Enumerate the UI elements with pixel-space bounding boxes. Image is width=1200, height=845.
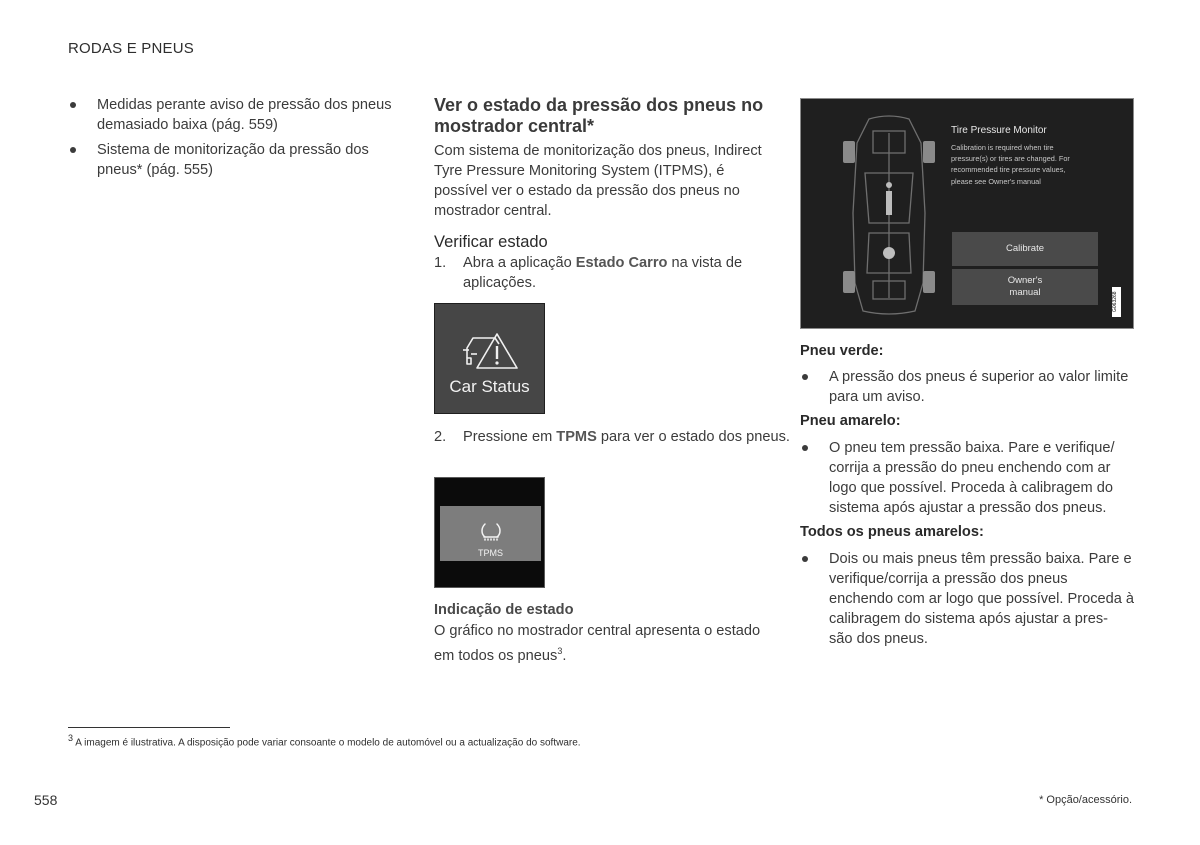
car-warning-icon — [461, 328, 521, 372]
car-status-label: Car Status — [449, 377, 530, 396]
step-keyword: TPMS — [556, 429, 597, 445]
car-status-tile[interactable] — [434, 303, 545, 414]
yellow-tire-heading: Pneu amarelo: — [800, 413, 901, 429]
section-heading: Ver o estado da pressão dos pneus no mostrador central* — [434, 95, 764, 136]
green-tire-heading: Pneu verde: — [800, 343, 884, 359]
car-top-view-image — [839, 113, 939, 317]
tpms-tile[interactable] — [434, 477, 545, 588]
center-display-screenshot — [800, 98, 1134, 329]
step-number: 1. — [434, 255, 447, 271]
middle-column — [434, 95, 769, 293]
status-paragraph — [434, 621, 769, 666]
left-column — [68, 95, 408, 185]
screen-description: Calibration is required when tire pressure(s) or tires are changed. For recommended tire pressure values, please see Owner's manual — [951, 143, 1070, 186]
status-text: O gráfico no mostrador central apresenta o estado em todos os pneus — [434, 623, 761, 664]
step-text: na vista de aplicações. — [463, 255, 743, 291]
footnote-divider — [68, 727, 230, 728]
step-number: 2. — [434, 429, 447, 445]
right-text-column — [800, 343, 1135, 649]
option-note: * Opção/acessório. — [1039, 794, 1132, 806]
tpms-button[interactable] — [440, 506, 541, 561]
footnote-text: A imagem é ilustrativa. A disposição pode variar consoante o modelo de automóvel ou a actualização do software. — [75, 737, 581, 749]
page-header-title: RODAS E PNEUS — [68, 40, 194, 57]
all-yellow-heading: Todos os pneus amarelos: — [800, 524, 984, 540]
yellow-tire-bullet: O pneu tem pressão baixa. Pare e verifique/ corrija a pressão do pneu enchendo com ar logo que possível. Proceda à calibragem do sistema após ajustar a pressão dos pneus. — [800, 438, 1135, 518]
footnote-number: 3 — [68, 733, 74, 743]
intro-paragraph: Com sistema de monitorização dos pneus, Indirect Tyre Pressure Monitoring System (ITPMS), é possível ver o estado da pressão dos pneus no mostrador central. — [434, 143, 762, 219]
tire-pressure-icon — [480, 521, 502, 541]
owners-manual-button[interactable] — [952, 269, 1098, 305]
step-keyword: Estado Carro — [575, 255, 668, 271]
image-code-label: G063268 — [1112, 287, 1121, 317]
screen-title: Tire Pressure Monitor — [951, 125, 1047, 136]
green-tire-bullet: A pressão dos pneus é superior ao valor limite para um aviso. — [800, 367, 1135, 407]
footnote — [68, 733, 581, 748]
step-2 — [434, 427, 798, 447]
step-text: Pressione em — [463, 429, 557, 445]
owners-manual-label-line1: Owner's — [1007, 275, 1043, 286]
related-link[interactable]: Medidas perante aviso de pressão dos pneus demasiado baixa (pág. 559) — [68, 95, 408, 135]
step-text: para ver o estado dos pneus. — [596, 429, 790, 445]
page-number: 558 — [34, 792, 58, 808]
status-text-end: . — [562, 647, 567, 664]
sub-heading: Verificar estado — [434, 233, 548, 251]
all-yellow-bullet: Dois ou mais pneus têm pressão baixa. Pare e verifique/corrija a pressão dos pneus enchendo com ar logo que possível. Proceda à calibragem do sistema após ajustar a pres- são dos pneus. — [800, 549, 1135, 649]
step-text: Abra a aplicação — [463, 255, 576, 271]
footnote-ref[interactable]: 3 — [557, 646, 563, 656]
related-link[interactable]: Sistema de monitorização da pressão dos pneus* (pág. 555) — [68, 140, 408, 180]
step-1 — [434, 253, 769, 293]
owners-manual-label-line2: manual — [1009, 287, 1041, 298]
status-heading: Indicação de estado — [434, 602, 574, 618]
calibrate-button[interactable]: Calibrate — [952, 232, 1098, 266]
status-section — [434, 602, 769, 666]
related-links-list — [68, 95, 408, 180]
tpms-label: TPMS — [477, 548, 503, 558]
